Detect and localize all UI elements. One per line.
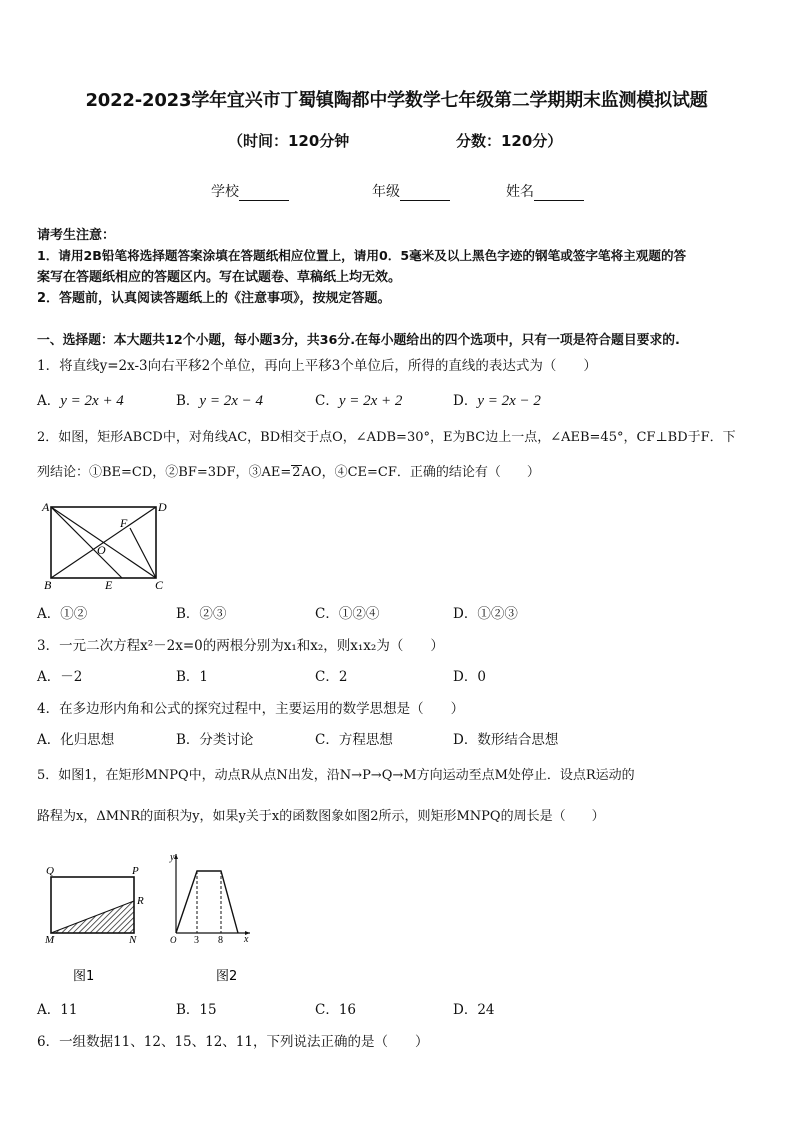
- option-label: A．: [37, 606, 61, 622]
- option-text: －2: [60, 669, 83, 685]
- q1-option-b: [176, 389, 263, 410]
- origin-label: O: [170, 935, 177, 945]
- label-q: Q: [46, 865, 54, 877]
- option-text: 1: [199, 669, 209, 685]
- name-label: 姓名: [506, 184, 534, 200]
- figure-1-rectangle-mnpq: [40, 858, 152, 983]
- q3-option-d: [453, 665, 486, 685]
- option-text: 16: [338, 1002, 357, 1018]
- question-6-stem: 6．一组数据11、12、15、12、11，下列说法正确的是（ ）: [37, 1034, 429, 1050]
- option-label: C．: [315, 732, 339, 748]
- tick-3: 3: [194, 935, 199, 946]
- question-4-stem: 4．在多边形内角和公式的探究过程中，主要运用的数学思想是（ ）: [37, 701, 465, 717]
- q3-option-b: [176, 665, 208, 685]
- rectangle-abcd-figure: [36, 497, 171, 592]
- q2-option-c: [315, 602, 379, 622]
- option-text: y = 2x + 4: [60, 393, 124, 409]
- label-c: C: [155, 578, 164, 592]
- grade-label: 年级: [372, 184, 400, 200]
- section-heading: 一、选择题：本大题共12个小题，每小题3分，共36分.在每小题给出的四个选项中，只有一项是符合题目要求的.: [37, 333, 680, 348]
- school-label: 学校: [211, 184, 239, 200]
- option-label: C．: [315, 393, 339, 409]
- option-text: 15: [199, 1002, 217, 1018]
- option-label: B．: [176, 669, 200, 685]
- notice-line-1: 1．请用2B铅笔将选择题答案涂填在答题纸相应位置上，请用0．5毫米及以上黑色字迹的钢笔或签字笔将主观题的答: [37, 248, 687, 263]
- q1-option-c: [315, 389, 402, 410]
- option-text: ①②④: [338, 606, 380, 622]
- option-label: C．: [315, 669, 339, 685]
- q3-option-a: [37, 665, 82, 685]
- q4-option-d: [453, 728, 558, 748]
- label-o: O: [97, 543, 106, 557]
- option-label: D．: [453, 732, 478, 748]
- label-a: A: [42, 500, 50, 514]
- option-label: C．: [315, 1002, 339, 1018]
- q5-option-d: [453, 998, 495, 1018]
- q2-option-a: [37, 602, 87, 622]
- grade-field: [372, 181, 450, 201]
- q1-option-d: [453, 389, 541, 410]
- q5-option-c: [315, 998, 356, 1018]
- exam-title: 2022-2023学年宜兴市丁蜀镇陶都中学数学七年级第二学期期末监测模拟试题: [85, 90, 708, 111]
- q4-option-c: [315, 728, 393, 748]
- q5-option-a: [37, 998, 77, 1018]
- option-label: A．: [37, 732, 61, 748]
- option-text: ①②: [60, 606, 88, 622]
- option-text: 2: [338, 669, 348, 685]
- label-m: M: [45, 934, 55, 946]
- q2-option-d: [453, 602, 518, 622]
- notice-heading: 请考生注意：: [37, 228, 116, 243]
- q2-option-b: [176, 602, 226, 622]
- question-5-line-1: 5．如图1，在矩形MNPQ中，动点R从点N出发，沿N→P→Q→M方向运动至点M处停止．设点R运动的: [37, 768, 635, 783]
- q5-option-b: [176, 998, 217, 1018]
- notice-line-3: 2．答题前，认真阅读答题纸上的《注意事项》，按规定答题。: [37, 291, 391, 306]
- grade-blank: [400, 186, 450, 201]
- figure-1-caption: 图1: [73, 969, 95, 983]
- school-blank: [239, 186, 289, 201]
- option-text: y = 2x − 2: [477, 393, 541, 409]
- option-label: B．: [176, 1002, 200, 1018]
- option-label: B．: [176, 393, 200, 409]
- option-label: A．: [37, 393, 61, 409]
- option-text: 化归思想: [60, 732, 115, 748]
- label-r: R: [137, 895, 144, 907]
- option-text: 0: [477, 669, 486, 685]
- option-text: y = 2x − 4: [199, 393, 263, 409]
- option-label: A．: [37, 669, 61, 685]
- question-2-line-1: 2．如图，矩形ABCD中，对角线AC，BD相交于点O，∠ADB=30°，E为BC边上一点，∠AEB=45°，CF⊥BD于F．下: [37, 430, 736, 445]
- figure-2-caption: 图2: [216, 969, 238, 983]
- q1-option-a: [37, 389, 124, 410]
- time-limit: （时间：120分钟: [228, 132, 350, 150]
- option-label: D．: [453, 606, 478, 622]
- option-label: B．: [176, 606, 200, 622]
- option-label: D．: [453, 1002, 478, 1018]
- option-text: 数形结合思想: [477, 732, 559, 748]
- label-f: F: [120, 516, 128, 530]
- label-e: E: [105, 578, 113, 592]
- name-blank: [534, 186, 584, 201]
- axis-y-label: y: [170, 852, 175, 863]
- option-text: 方程思想: [338, 732, 393, 748]
- sqrt-symbol: 2: [292, 465, 301, 480]
- question-2-line-2: [37, 461, 540, 480]
- q4-option-b: [176, 728, 253, 748]
- question-1-stem: 1．将直线y=2x-3向右平移2个单位，再向上平移3个单位后，所得的直线的表达式为（ ）: [37, 358, 597, 374]
- total-score: 分数：120分）: [456, 132, 563, 150]
- option-text: 24: [477, 1002, 495, 1018]
- option-text: y = 2x + 2: [338, 393, 403, 409]
- option-label: D．: [453, 669, 478, 685]
- school-field: [211, 181, 289, 201]
- label-n: N: [129, 934, 137, 946]
- notice-line-2: 案写在答题纸相应的答题区内。写在试题卷、草稿纸上均无效。: [37, 270, 402, 285]
- label-d: D: [158, 500, 167, 514]
- question-5-line-2: 路程为x，ΔMNR的面积为y，如果y关于x的函数图象如图2所示，则矩形MNPQ的周长是（ ）: [37, 809, 605, 824]
- label-p: P: [132, 865, 139, 877]
- option-text: ①②③: [477, 606, 518, 622]
- figure-2-function-graph: [160, 846, 260, 983]
- label-b: B: [44, 578, 52, 592]
- q2-text-a: 列结论：①BE=CD，②BF=3DF，③AE=: [37, 465, 292, 480]
- tick-8: 8: [218, 935, 223, 946]
- q4-option-a: [37, 728, 114, 748]
- name-field: [506, 181, 584, 201]
- q2-text-b: AO，④CE=CF．正确的结论有（ ）: [301, 465, 540, 480]
- question-3-stem: 3．一元二次方程x²－2x=0的两根分别为x₁和x₂，则x₁x₂为（ ）: [37, 638, 444, 654]
- option-label: A．: [37, 1002, 61, 1018]
- axis-x-label: x: [244, 934, 249, 945]
- option-label: B．: [176, 732, 200, 748]
- option-text: ②③: [199, 606, 227, 622]
- option-label: D．: [453, 393, 478, 409]
- q3-option-c: [315, 665, 347, 685]
- option-text: 分类讨论: [199, 732, 254, 748]
- option-text: 11: [60, 1002, 78, 1018]
- option-label: C．: [315, 606, 339, 622]
